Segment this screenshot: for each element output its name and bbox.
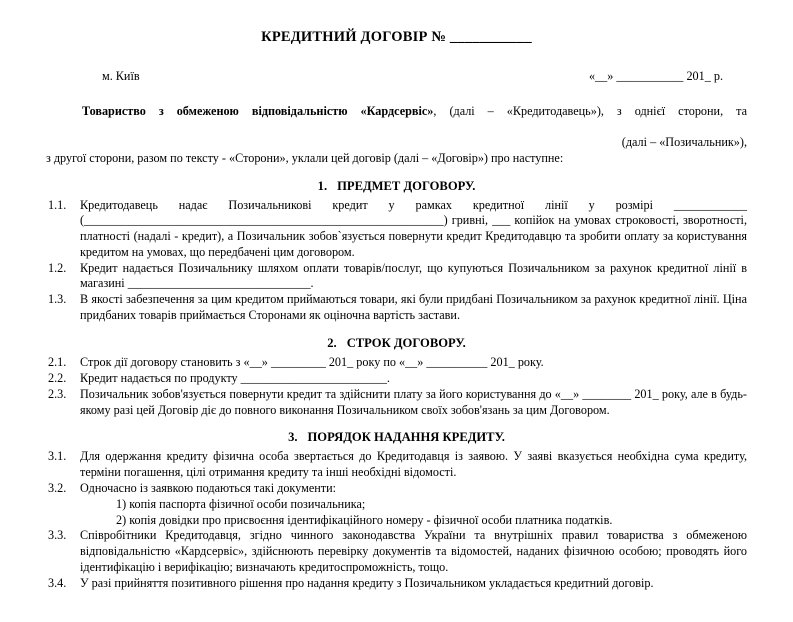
clause-3-3 [46, 528, 747, 575]
clause-text: В якості забезпечення за цим кредитом приймаються товари, які були придбані Позичальником за рахунок кредитної лінії. Ціна придбаних товарів приймається Сторонами як оціночна вартість застави. [80, 292, 747, 322]
clause-1-1 [46, 198, 747, 260]
date-line: «__» ___________ 201_ р. [588, 68, 723, 83]
parties-line-1 [46, 104, 747, 135]
section-number-2: 2. [327, 335, 337, 350]
clause-number: 3.2. [48, 480, 67, 495]
clause-text: Співробітники Кредитодавця, згідно чинного законодавства України та внутрішніх правил товариства з обмеженою відповідальністю «Кардсервіс», здійснюють перевірку документів та відомостей, наданих фізичною особою; проводять його ідентифікацію і верифікацію; визначають кредитоспроможність, тощо. [80, 528, 747, 574]
clause-3-4 [46, 576, 747, 592]
city-date-row [46, 69, 747, 85]
clause-number: 2.3. [48, 386, 67, 401]
section-title-3: ПОРЯДОК НАДАННЯ КРЕДИТУ. [307, 430, 505, 445]
list-item: 2) копія довідки про присвоєння ідентифікаційного номеру - фізичної особи платника податків. [116, 512, 613, 527]
city-label: м. Київ [102, 68, 140, 83]
list-item: 1) копія паспорта фізичної особи позичальника; [116, 497, 366, 512]
section-heading-2 [46, 335, 747, 351]
clause-text: Кредитодавець надає Позичальникові кредит у рамках кредитної лінії у розмірі ____________ (___________________________________________________________) гривні, ___ копійок на умовах строковості, зворотності, платності (надалі - кредит), а Позичальник зобов`язується повернути кредит Кредитодавцю та зробити оплату за користування кредитом на умовах, що передбачені цим договором. [80, 197, 747, 259]
clause-number: 3.1. [48, 449, 67, 464]
parties-paragraph [46, 104, 747, 166]
section-title-1: ПРЕДМЕТ ДОГОВОРУ. [337, 178, 476, 193]
section-heading-1 [46, 178, 747, 194]
parties-line-1-rest: , (далі – «Кредитодавець»), з однієї сторони, та [433, 104, 747, 119]
clause-text: У разі прийняття позитивного рішення про надання кредиту з Позичальником укладається кредитний договір. [80, 575, 654, 590]
section-number-1: 1. [317, 178, 328, 193]
clause-2-3 [46, 387, 747, 418]
clause-number: 2.2. [48, 370, 67, 385]
clause-number: 1.1. [48, 197, 67, 212]
clause-text: Кредит надається по продукту ________________________. [80, 370, 390, 385]
clause-3-1 [46, 449, 747, 480]
clause-text: Кредит надається Позичальнику шляхом оплати товарів/послуг, що купуються Позичальником за рахунок кредитної лінії в магазині ______________________________. [80, 260, 747, 291]
parties-line-3: з другої сторони, разом по тексту - «Сторони», уклали цей договір (далі – «Договір») про наступне: [46, 150, 564, 165]
clause-3-2-subitems [80, 497, 747, 528]
clause-text: Одночасно із заявкою подаються такі документи: [80, 480, 336, 495]
clause-3-2 [46, 481, 747, 497]
clause-number: 1.3. [48, 292, 67, 307]
clause-number: 2.1. [48, 354, 67, 369]
clause-text: Для одержання кредиту фізична особа звертається до Кредитодавця із заявою. У заяві вказується необхідна сума кредиту, терміни погашення, цілі отримання кредиту та інші необхідні відомості. [80, 449, 747, 479]
clause-number: 1.2. [48, 260, 67, 275]
clause-1-2 [46, 261, 747, 292]
section-title-2: СТРОК ДОГОВОРУ. [346, 335, 466, 350]
clause-number: 3.4. [48, 575, 67, 590]
clause-1-3 [46, 292, 747, 323]
section-heading-3 [46, 429, 747, 445]
page-title: КРЕДИТНИЙ ДОГОВІР № ___________ [261, 29, 532, 45]
clause-2-1 [46, 355, 747, 371]
clause-text: Позичальник зобов'язується повернути кредит та здійснити плату за його користування до «__» ________ 201_ року, але в будь-якому разі цей Договір діє до повного виконання Позичальником своїх зобов'язань за цим Договором. [80, 386, 747, 417]
lender-name: Товариство з обмеженою відповідальністю «Кардсервіс» [82, 104, 434, 119]
clause-2-2 [46, 371, 747, 387]
parties-line-2: (далі – «Позичальник»), [621, 135, 747, 150]
clause-text: Строк дії договору становить з «__» _________ 201_ року по «__» __________ 201_ року. [80, 354, 544, 369]
clause-number: 3.3. [48, 528, 67, 543]
section-number-3: 3. [288, 430, 298, 445]
